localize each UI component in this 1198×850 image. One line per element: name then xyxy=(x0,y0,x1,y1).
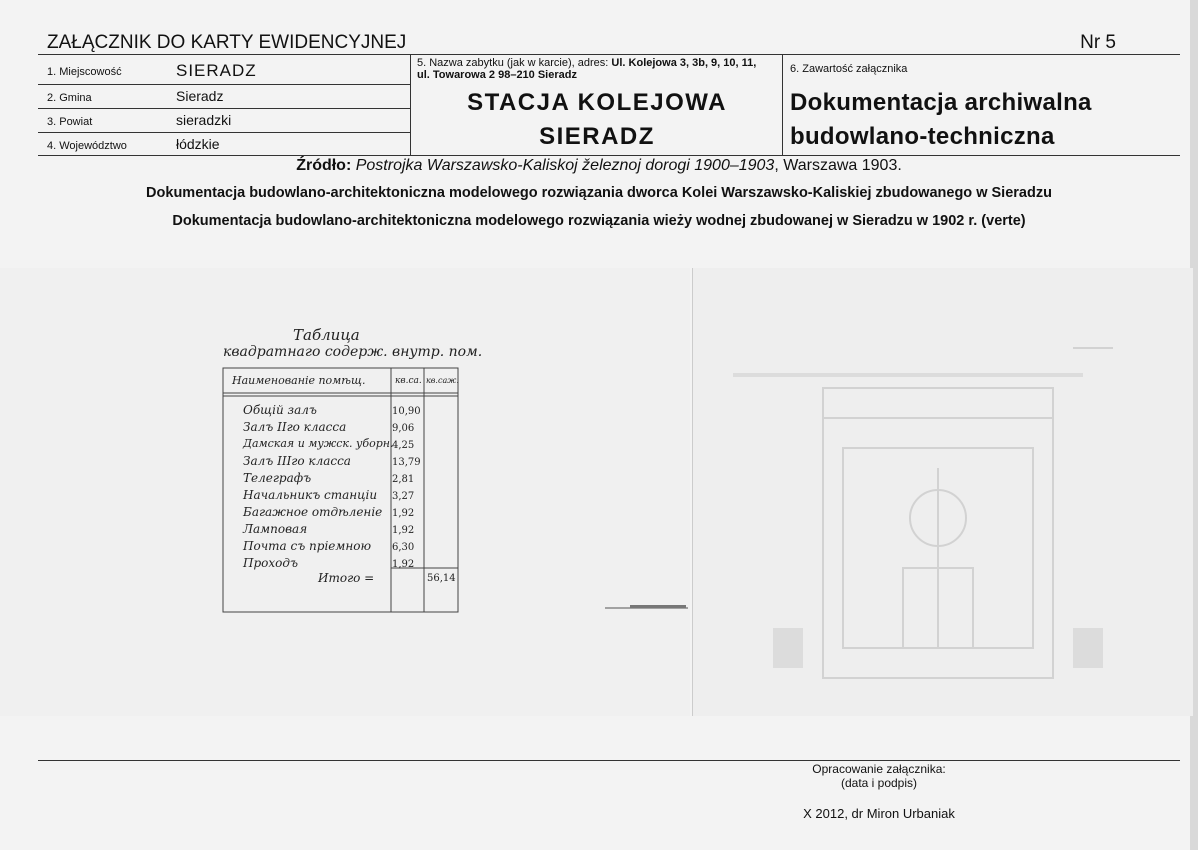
scan-table-caption-2: квадратнаго содерж. внутр. пом. xyxy=(223,344,483,360)
scan-bleed-through-sheet xyxy=(692,268,1193,716)
form-column-line xyxy=(782,54,783,155)
scan-total-label: Итого = xyxy=(318,571,375,585)
scan-header-name: Наименованіе помѣщ. xyxy=(232,374,366,387)
form-bottom-line xyxy=(38,155,1180,156)
contents-label: 6. Zawartość załącznika xyxy=(790,63,908,75)
scan-ruler-mark xyxy=(605,605,688,608)
footer-line xyxy=(38,760,1180,761)
scan-row-area: 13,79 xyxy=(392,457,421,468)
scan-row-name: Залъ IIго класса xyxy=(243,420,347,434)
scan-table-caption-1: Таблица xyxy=(293,326,360,344)
contents-value-line2: budowlano-techniczna xyxy=(790,123,1055,150)
scan-row-area: 4,25 xyxy=(392,440,415,451)
scan-row-area: 3,27 xyxy=(392,491,415,502)
field-label-commune: 2. Gmina xyxy=(47,92,92,104)
contents-value xyxy=(790,86,1190,154)
scan-row-name: Залъ IIIго класса xyxy=(243,454,351,468)
field-label-province: 4. Województwo xyxy=(47,140,127,152)
scan-row-name: Телеграфъ xyxy=(243,471,312,485)
scan-total-value: 56,14 xyxy=(427,573,456,584)
source-title: Postrojka Warszawsko-Kaliskoj železnoj dorogi 1900–1903 xyxy=(355,157,775,174)
field-value-commune: Sieradz xyxy=(176,88,224,104)
description-water-tower: Dokumentacja budowlano-architektoniczna modelowego rozwiązania wieży wodnej zbudowanej w Sieradzu w 1902 r. (verte) xyxy=(172,213,1026,229)
scan-row-name: Начальникъ станцiи xyxy=(243,488,378,502)
source-line xyxy=(0,157,1198,175)
scan-row-name: Проходъ xyxy=(243,556,298,570)
source-rest: , Warszawa 1903. xyxy=(774,157,902,174)
prepared-by: X 2012, dr Miron Urbaniak xyxy=(803,806,955,821)
contents-value-line1: Dokumentacja archiwalna xyxy=(790,89,1092,116)
field-value-province: łódzkie xyxy=(176,136,220,152)
scan-left-sheet xyxy=(0,268,690,716)
scan-header-area2: кв.саж. xyxy=(426,376,459,385)
scan-row-area: 10,90 xyxy=(392,406,421,417)
monument-name xyxy=(412,86,782,154)
scan-row-name: Багажное отдѣленiе xyxy=(243,505,383,519)
monument-name-line2: SIERADZ xyxy=(539,123,655,150)
form-column-line xyxy=(410,54,411,155)
scan-row-area: 1,92 xyxy=(392,525,415,536)
scan-row-area: 6,30 xyxy=(392,542,415,553)
archival-scan xyxy=(0,268,1198,718)
monument-address-line2: ul. Towarowa 2 98–210 Sieradz xyxy=(417,69,577,81)
field-value-county: sieradzki xyxy=(176,112,232,128)
scan-row-area: 1,92 xyxy=(392,508,415,519)
scan-row-name: Дамская и мужск. уборн. xyxy=(243,437,394,450)
scan-row-name: Почта съ прiемною xyxy=(243,539,372,553)
monument-name-line1: STACJA KOLEJOWA xyxy=(467,89,727,116)
prepared-label: Opracowanie załącznika: xyxy=(812,762,946,776)
description-station: Dokumentacja budowlano-architektoniczna modelowego rozwiązania dworca Kolei Warszawsko-Kaliskiej zbudowanego w Sieradzu xyxy=(146,185,1052,201)
scan-row-area: 1,92 xyxy=(392,559,415,570)
source-label: Źródło: xyxy=(296,157,352,174)
monument-address xyxy=(417,57,777,81)
field-label-county: 3. Powiat xyxy=(47,116,93,128)
form-row-line xyxy=(38,84,410,85)
prepared-sub: (data i podpis) xyxy=(840,776,918,790)
monument-label: 5. Nazwa zabytku (jak w karcie), adres: xyxy=(417,57,609,69)
field-value-locality: SIERADZ xyxy=(176,61,257,80)
scan-header-area: кв.са. xyxy=(395,376,422,386)
form-row-line xyxy=(38,132,410,133)
scan-row-name: Общiй залъ xyxy=(243,403,317,417)
bleed-through-tower-drawing xyxy=(693,268,1193,716)
form-top-line xyxy=(38,54,1180,55)
form-row-line xyxy=(38,108,410,109)
document-title: ZAŁĄCZNIK DO KARTY EWIDENCYJNEJ xyxy=(47,32,407,53)
scan-row-area: 9,06 xyxy=(392,423,415,434)
scan-row-name: Ламповая xyxy=(243,522,308,536)
attachment-number: Nr 5 xyxy=(1080,32,1116,53)
monument-address-line1: Ul. Kolejowa 3, 3b, 9, 10, 11, xyxy=(611,57,757,69)
field-label-locality: 1. Miejscowość xyxy=(47,66,122,78)
scan-row-area: 2,81 xyxy=(392,474,415,485)
